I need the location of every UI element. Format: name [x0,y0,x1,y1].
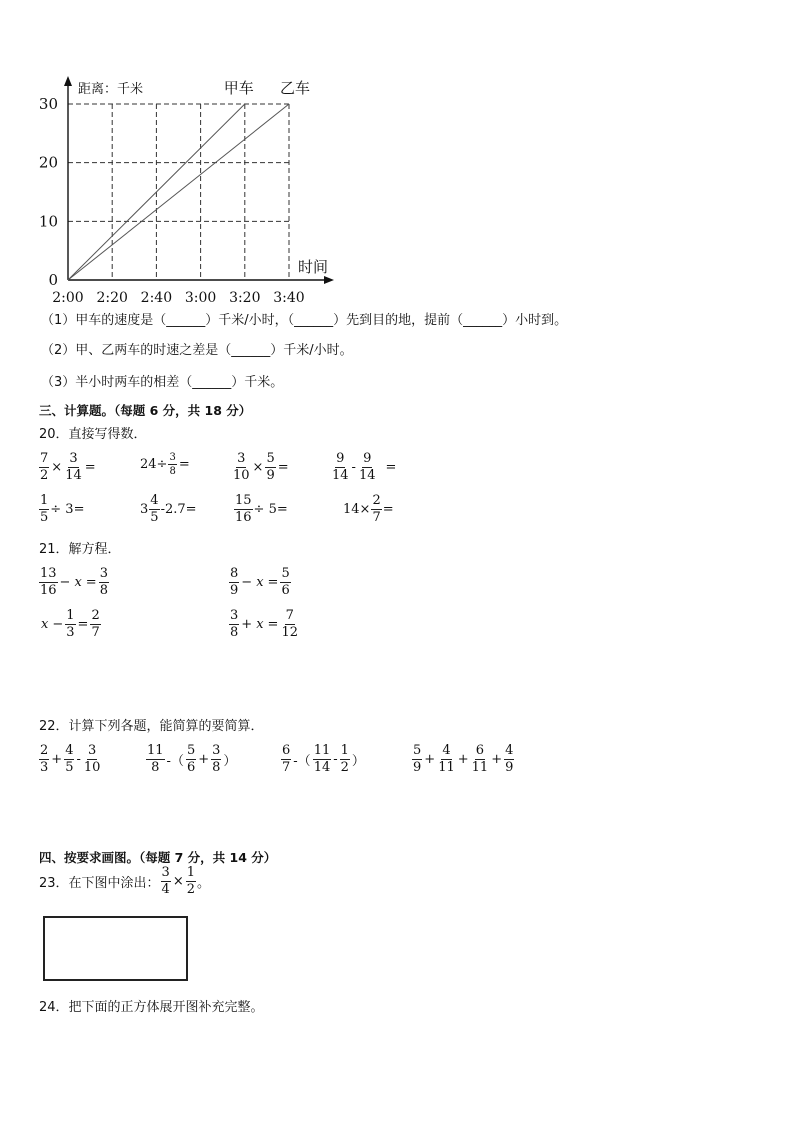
q20-expr-2: 24÷ $\frac{3}{8}$ = [140,452,190,477]
q19-sub1: （1）甲车的速度是（______）千米/小时，（______）先到目的地，提前（______）小时到。 [41,313,568,328]
q20-expr-6: 3 $\frac{4}{5}$ -2.7= [140,493,197,525]
series-label-1: 甲车 [223,79,254,97]
q20-expr-3: $\frac{3}{10}$ × $\frac{5}{9}$ = [233,451,289,483]
q22-expr-4: $\frac{5}{9}$ + $\frac{4}{11}$ + $\frac{6}{11}$ + $\frac{4}{9}$ [413,743,514,775]
q20-expr-8: 14× $\frac{2}{7}$ = [343,493,394,525]
q19-sub3: （3）半小时两车的相差（______）千米。 [41,375,284,390]
q24-title: 24．把下面的正方体展开图补充完整。 [39,1000,264,1015]
q22-title: 22．计算下列各题，能简算的要简算． [39,719,264,734]
distance-time-chart [30,72,350,312]
x-tick-label: 2:40 [140,290,173,306]
q20-expr-4: $\frac{9}{14}$ - $\frac{9}{14}$ = [332,451,397,483]
q22-expr-3: $\frac{6}{7}$ -（ $\frac{11}{14}$ - $\frac{1}{2}$ ） [282,743,365,775]
x-tick-label: 3:00 [184,290,217,306]
q21-title: 21．解方程． [39,542,121,557]
q21-eq-4: $\frac{3}{8}$ + x = $\frac{7}{12}$ [230,608,298,640]
q23-prompt: 23．在下图中涂出： $\frac{3}{4}$ × $\frac{1}{2}$ 。 [39,865,211,897]
y-axis-label: 距离：千米 [78,82,144,97]
x-tick-label: 3:20 [229,290,261,306]
y-tick-label: 0 [48,271,58,289]
section-3-title: 三、计算题。（每题 6 分，共 18 分） [39,403,252,418]
chart-labels [39,79,328,306]
q19-sub2: （2）甲、乙两车的时速之差是（______）千米/小时。 [41,343,353,358]
y-tick-label: 30 [38,95,58,113]
q20-expr-7: $\frac{15}{16}$ ÷ 5= [235,493,288,525]
chart-series [68,104,289,280]
q20-expr-1: $\frac{7}{2}$ × $\frac{3}{14}$ = [40,451,96,483]
chart-axes [64,76,334,284]
y-axis-arrow [64,76,72,86]
q21-eq-3: x − $\frac{1}{3}$ = $\frac{2}{7}$ [41,608,100,640]
x-axis-label: 时间 [298,258,329,276]
series-label-2: 乙车 [279,79,311,97]
y-tick-label: 10 [38,212,58,231]
q21-eq-1: $\frac{13}{16}$ − x = $\frac{3}{8}$ [40,566,108,598]
q22-expr-1: $\frac{2}{3}$ + $\frac{4}{5}$ - $\frac{3}{10}$ [40,743,101,775]
q20-expr-5: $\frac{1}{5}$ ÷ 3= [40,493,85,525]
x-axis-arrow [324,276,334,284]
x-tick-label: 2:20 [96,290,128,306]
x-tick-label: 2:00 [52,290,84,306]
q21-eq-2: $\frac{8}{9}$ − x = $\frac{5}{6}$ [230,566,290,598]
series-line-2 [68,104,289,280]
q23-rectangle [43,916,188,981]
section-4-title: 四、按要求画图。（每题 7 分，共 14 分） [39,850,277,865]
x-tick-label: 3:40 [273,290,305,306]
q20-title: 20．直接写得数． [39,427,147,442]
q22-expr-2: $\frac{11}{8}$ -（ $\frac{5}{6}$ + $\frac{3}{8}$ ） [147,743,237,775]
y-tick-label: 20 [38,153,58,172]
